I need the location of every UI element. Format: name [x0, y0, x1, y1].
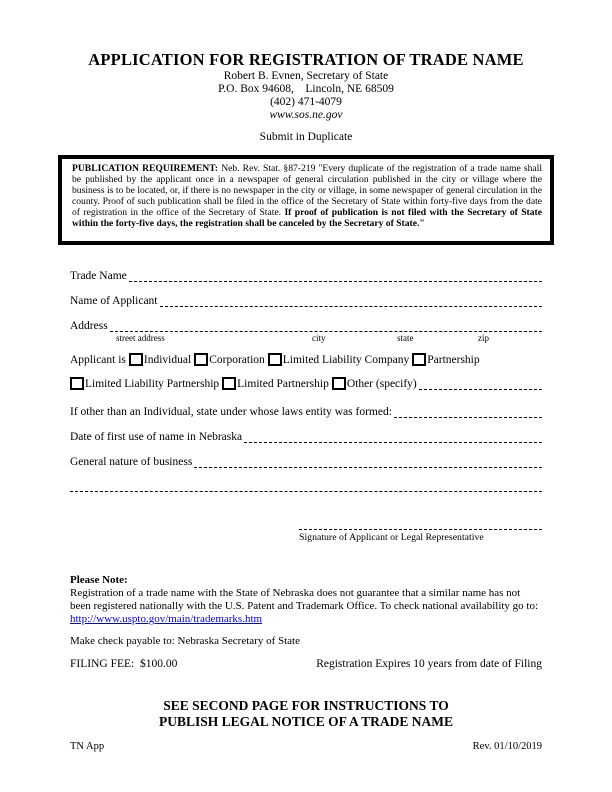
- entity-option-other[interactable]: [329, 377, 417, 391]
- signature-label: Signature of Applicant or Legal Representative: [299, 532, 484, 544]
- see-second-page-line1: SEE SECOND PAGE FOR INSTRUCTIONS TO: [163, 698, 449, 714]
- see-second-page-notice: [70, 698, 542, 730]
- laws-formed-label: If other than an Individual, state under whose laws entity was formed:: [70, 406, 392, 419]
- signature-block: [299, 529, 542, 543]
- phone-line: (402) 471-4079: [270, 96, 342, 108]
- see-second-page-line2: PUBLISH LEGAL NOTICE OF A TRADE NAME: [158, 714, 454, 730]
- page-title: APPLICATION FOR REGISTRATION OF TRADE NAME: [88, 50, 524, 69]
- please-note-block: [70, 574, 542, 626]
- entity-option-individual[interactable]: [126, 353, 191, 367]
- uspto-link[interactable]: http://www.uspto.gov/main/trademarks.htm: [70, 613, 263, 626]
- applicant-name-label: Name of Applicant: [70, 295, 158, 308]
- laws-formed-input-line[interactable]: [394, 406, 542, 418]
- expiration-text: Registration Expires 10 years from date of Filing: [316, 658, 542, 671]
- llc-checkbox[interactable]: [268, 353, 282, 366]
- secretary-name-line: Robert B. Evnen, Secretary of State: [223, 70, 389, 82]
- other-specify-input-line[interactable]: [419, 377, 542, 390]
- signature-input-line[interactable]: [299, 529, 542, 530]
- publication-requirement-body: Neb. Rev. Stat. §87-219 "Every duplicate of the registration of a trade name shall be published by the applicant once in a newspaper of general circulation published in the city or village where the business is to be located, or, if there is no newspaper in the city or village, in some newspaper of general circulation in the county. Proof of such publication shall be filed in the office of the Secretary of State within forty-five days from the date of registration in the office of the Secretary of State.: [72, 163, 542, 218]
- check-payable-line: Make check payable to: Nebraska Secretary of State: [70, 635, 300, 648]
- street-address-sublabel: street address: [116, 333, 165, 344]
- fee-row: [70, 658, 542, 670]
- zip-sublabel: zip: [478, 333, 489, 344]
- submit-in-duplicate-note: Submit in Duplicate: [259, 131, 353, 143]
- trade-name-input-line[interactable]: [129, 270, 542, 282]
- corporation-checkbox[interactable]: [194, 353, 208, 366]
- note-body: Registration of a trade name with the State of Nebraska does not guarantee that a similar name has not been registered nationally with the U.S. Patent and Trademark Office. To check national availability go to:: [70, 587, 539, 613]
- po-box-line: P.O. Box 94608, Lincoln, NE 68509: [218, 83, 394, 95]
- laws-formed-row: [70, 404, 542, 418]
- publication-requirement-label: PUBLICATION REQUIREMENT:: [72, 163, 219, 174]
- other-checkbox[interactable]: [332, 377, 346, 390]
- applicant-is-label: Applicant is: [70, 353, 126, 366]
- trade-name-label: Trade Name: [70, 270, 127, 283]
- first-use-row: [70, 429, 542, 443]
- llp-label: Limited Liability Partnership: [85, 377, 220, 390]
- trade-name-row: [70, 268, 542, 282]
- entity-option-llc[interactable]: [265, 353, 409, 367]
- entity-type-row-1: [70, 351, 542, 368]
- business-nature-row: [70, 454, 542, 468]
- address-input-line[interactable]: [110, 320, 542, 332]
- applicant-name-row: [70, 293, 542, 307]
- entity-type-row-2: [70, 375, 542, 392]
- lp-label: Limited Partnership: [237, 377, 329, 390]
- first-use-input-line[interactable]: [244, 431, 542, 443]
- publication-requirement-box: [58, 155, 554, 245]
- entity-option-lp[interactable]: [219, 377, 329, 391]
- applicant-name-input-line[interactable]: [160, 295, 542, 307]
- business-nature-continuation-line[interactable]: [70, 491, 542, 492]
- form-body: [58, 268, 554, 752]
- doc-code: TN App: [70, 741, 105, 753]
- entity-option-partnership[interactable]: [409, 353, 479, 367]
- partnership-checkbox[interactable]: [412, 353, 426, 366]
- corporation-label: Corporation: [209, 353, 265, 366]
- publication-requirement-bold-clause: If proof of publication is not filed with the Secretary of State within the forty-five days, the registration shall be canceled by the Secretary of State.": [72, 206, 542, 229]
- partnership-label: Partnership: [427, 353, 480, 366]
- other-label: Other (specify): [346, 377, 417, 390]
- please-note-text: [70, 587, 542, 626]
- form-header: [58, 50, 554, 143]
- first-use-label: Date of first use of name in Nebraska: [70, 431, 243, 444]
- publication-requirement-text: [72, 164, 542, 229]
- individual-label: Individual: [143, 353, 192, 366]
- address-label: Address: [70, 320, 108, 333]
- entity-option-llp[interactable]: [70, 377, 219, 391]
- llp-checkbox[interactable]: [70, 377, 84, 390]
- filing-fee-text: FILING FEE: $100.00: [70, 658, 178, 671]
- state-sublabel: state: [397, 333, 414, 344]
- revision-date: Rev. 01/10/2019: [472, 741, 542, 753]
- address-row: [70, 318, 542, 332]
- address-sublabels: [70, 333, 542, 344]
- website-line: www.sos.ne.gov: [269, 109, 343, 121]
- business-nature-label: General nature of business: [70, 456, 193, 469]
- please-note-label: Please Note:: [70, 574, 128, 587]
- city-sublabel: city: [312, 333, 326, 344]
- individual-checkbox[interactable]: [129, 353, 143, 366]
- page-footer: [70, 741, 542, 752]
- llc-label: Limited Liability Company: [282, 353, 410, 366]
- business-nature-input-line[interactable]: [194, 456, 542, 468]
- lp-checkbox[interactable]: [222, 377, 236, 390]
- entity-option-corporation[interactable]: [191, 353, 265, 367]
